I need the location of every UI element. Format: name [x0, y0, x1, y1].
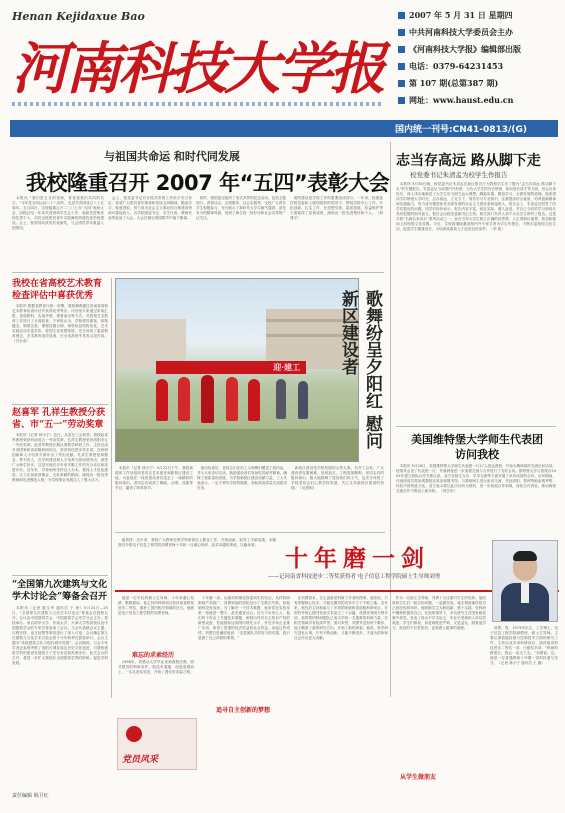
- feature-col-1: 他是一位年轻的硕士生导师，十年来潜心钻研，默默耕耘；他主持的科研项目获河南省科技进步二等奖，填补了国内相关领域的空白。他就是电子信息工程学院的刘勇老师。: [118, 596, 194, 615]
- photo-story-body-3: 新校区建设是学校发展的头等大事。自开工以来，广大建设者克服困难，加班加点，工程进展顺利。老同志们的慰问演出，极大地鼓舞了建设者们的士气，也充分体现了学校老同志们心系学校发展、关心支持新校区建设的热情。（吴建明）: [291, 466, 384, 490]
- feature-col-1b: 1996年，刘勇从大学毕业来到我校任教。面对艰苦的科研条件，他没有退缩，而是迎难而上，一头扎进实验室，开始了漫长的求索之路。: [118, 660, 194, 674]
- lead-kicker: 与祖国共命运 和时代同发展: [104, 150, 240, 163]
- feature-intro: 编者按：近年来，我校广大教师在教学科研岗位上勤奋工作，开拓创新，取得了丰硕成果。本期我们介绍电子信息工程学院刘勇老师十年如一日潜心科研、追求卓越的事迹，以飨读者。: [118, 538, 276, 547]
- section-label-3: 从学生做朋友: [400, 774, 437, 781]
- left-headline-3: “全国第九次建筑与文化学术讨论会”筹备会召开: [12, 580, 108, 602]
- feature-col-3: 在刘勇看来，自主创新是科研工作者的使命。他常说，只有掌握核心技术，才能在激烈的竞争中立于不败之地。近年来，他先后主持和参与了多项国家级和省部级科研项目，在国内外核心期刊发表学术论文三十余篇，获国家发明专利多项。他带领的科研团队已成为学校一支重要的科研力量，在相关领域享有较高声誉。面对荣誉，刘勇并没有停下脚步，他又瞄准了新的研究方向，开始了新的探索。他说，科学研究没有止境，只有不断创新，才能不断进步，才能为国家和社会作出更大贡献。: [294, 596, 388, 640]
- left-headline-2: 赵喜军 孔祥生教授分获省、市“五一”劳动奖章: [12, 408, 106, 430]
- right-body-2: 本报讯 5月26日，美国维特堡大学师生代表团一行17人抵达我校，开始为期两周的交流访问活动。校领导会见了代表团一行，并就两校进一步加强交流与合作进行了友好会谈。维特堡大学与我校自2005年建立校际合作关系以来，双方在师生互访、学术交流等方面开展了卓有成效的合作。访问期间，代表团成员将参观我校实验室和图书馆，与我校师生进行座谈交流，并赴洛阳、郑州等地参观考察，体验中国传统文化。双方表示将以此次访问为契机，进一步拓展合作领域，深化合作内容，推动两校交流合作不断迈上新台阶。（何学东）: [396, 464, 556, 493]
- masthead-title: 河南科技大学报: [12, 36, 383, 102]
- photo-caption-vertical: 歌舞纷呈夕阳红 慰问新区建设者: [338, 290, 382, 449]
- photo-story-body-1: 本报讯（记者 林小宁）5月22日下午，我校离退休工作处组织老同志艺术团来到新校区建设工地，为奋战在一线的建设者们送去了一场精彩的慰问演出。老同志们表演了舞蹈、合唱、戏曲等节目，赢得了阵阵掌声。: [115, 466, 193, 490]
- feature-col-2: 十年磨一剑。从最初的理论探索到实验验证，从样机研制到产品推广，刘勇和他的团队经历了无数次失败，但他始终没有放弃。为了解决一个技术难题，他常常在实验室里一待就是一整天，甚至通宵达旦。功夫不负有心人，他们终于攻克了关键技术难题，研制出具有自主知识产权的新型设备，性能指标达到国内领先水平，并在多家企业推广应用，取得了显著的经济效益和社会效益。谈起这些成绩，刘勇总是谦虚地说：“这是团队共同努力的结果，我只是做了自己该做的事情。”: [198, 596, 290, 640]
- issue-number: 第 107 期(总第387 期): [398, 78, 498, 89]
- right-subhead-1: 校党委书记朱清孟为校学生作报告: [410, 171, 508, 179]
- section-label-2: 追寻自主创新的梦想: [216, 707, 271, 714]
- feature-subhead: ——记河南省科技进步二等奖获得者 电子信息工程学院硕士生导师刘勇: [268, 574, 441, 580]
- masthead-english-name: Henan Kejidaxue Bao: [12, 10, 145, 23]
- website-line: 网址：www.haust.edu.cn: [398, 95, 513, 106]
- feature-col-5: 刘勇，男，1973年出生，工学博士，电子信息工程学院副教授，硕士生导师。主要从事智能检测与控制技术方面的研究工作，主持完成多项科研项目，获河南省科技进步二等奖一项，厅级奖多项。“科研的路很长，我会一直走下去。”刘勇说。这，就是一位普通教师十年磨一剑的执着与坚守。（记者 林小宁 通讯员 王 鑫）: [490, 626, 558, 665]
- issue-date: 2007 年 5 月 31 日 星期四: [398, 10, 513, 21]
- section-label-1: 难忘的求索经历: [132, 652, 175, 659]
- right-headline-1: 志当存高远 路从脚下走: [396, 153, 541, 169]
- feature-headline: 十年磨一剑: [285, 546, 430, 572]
- masthead-dots: [12, 102, 382, 106]
- editor-credit: 责任编辑 韩卫红: [12, 793, 49, 799]
- lead-photo: [115, 278, 359, 462]
- column-label: 党员风采: [122, 755, 159, 765]
- left-body-3: 本报讯（记者 陈玉华 通讯员 于 珍）5月24日—25日，“全国第九次建筑与文化学术讨论会”筹备会在我校召开。会议由中国建筑学会、中国建筑学会史学分会主办，我校承办。来自清华大学、东南大学、天津大学等高校以及中国建筑学会的专家学者参加了会议。与会代表就会议主题、议程安排、论文征集等事项进行了深入讨论。会议确定第九次建筑与文化学术讨论会将于今年秋季在我校举行，会议主题为“传统建筑文化与现代城市发展”。会议期间，与会专家学者还参观考察了洛阳古城及周边历史文化遗迹，对我校建筑学科的建设发展给予了充分肯定和高度评价。此次会议的召开，将进一步扩大我校在全国建筑学界的影响，促进学科发展。: [12, 606, 108, 665]
- publication-number: 国内统一刊号:CN41-0813/(G): [395, 125, 527, 135]
- left-body-1: 本报讯 根据省教育厅统一部署，我校顺利通过河南省高校艺术教育检查评估并获得优秀等次。评估组专家通过听取汇报、查阅资料、实地考察、观看演出等方式，对我校艺术教育工作进行了全面检查。专家组认为，学校领导重视，机构健全，制度完善，课程设置合理，师资队伍结构优化，艺术实践活动丰富多彩，校园文化氛围浓厚，充分体现了素质教育理念，艺术教育成效显著，在全省高校中具有示范作用。（吕永成）: [12, 304, 108, 343]
- lead-body-2: 会上，校党委书记对全校共青团工作给予充分肯定，希望广大团员青年继承和发扬五四精神，勤奋学习，锐意进取，努力成为社会主义事业的合格建设者和可靠接班人。各学院团委书记、学生代表、教师代表等参加了大会。大会在雄壮的国歌声中落下帷幕。: [108, 196, 192, 220]
- lead-body-3: 同时，校团委还组织了形式多样的纪念活动，包括主题团日、青春诗会、志愿服务、社会实践等，全校广大青年学生积极参与，充分展示了新时代大学生朝气蓬勃、奋发有为的精神风貌，受到了师生的一致好评和社会各界的广泛关注。: [196, 196, 286, 220]
- publisher-line: 《河南科技大学报》编辑部出版: [398, 44, 521, 55]
- sponsor-line: 中共河南科技大学委员会主办: [398, 27, 513, 38]
- phone-line: 电话：0379-64231453: [398, 61, 503, 72]
- feature-portrait: [492, 540, 558, 622]
- lead-body-1: 本报讯 “我们是五月的花海，青春是我们共同的名字。”今年是五四运动八十八周年，也是共青团成立八十五周年。五月四日，学校隆重召开二〇〇七年“五四”表彰大会，回顾总结一年来共青团和学生会工作，表彰先进集体和先进个人，动员全校团员青年以饱满的热情投身学校建设。会上，校领导向获奖代表颁奖，与会团员青年重温入团誓词。: [12, 196, 104, 230]
- right-headline-2: 美国维特堡大学师生代表团访问我校: [411, 433, 543, 461]
- left-headline-1: 我校在省高校艺术教育检查评估中喜获优秀: [12, 279, 103, 301]
- lead-headline: 我校隆重召开 2007 年“五四”表彰大会: [26, 171, 390, 195]
- left-body-2: 本报讯（记者 林小宁）近日，从省总工会获悉，我校赵喜军教授荣获河南省五一劳动奖章，孔祥生教授荣获洛阳市五一劳动奖章。赵喜军教授长期从事教学科研工作，主持完成多项国家和省部级科研项目，获省科技进步奖多项，在科研创新和人才培养方面作出了突出贡献。孔祥生教授爱岗敬业，教书育人，在学科建设和人才培养方面成绩突出，深受广大师生好评。这是对他们多年来辛勤工作的充分肯定和高度评价。近年来，学校始终坚持以人为本，重视人才队伍建设，大力弘扬爱岗敬业、无私奉献的精神，涌现出一批优秀教师和先进模范人物，为学校事业发展注入了强大动力。: [12, 433, 108, 482]
- feature-col-4: 作为一名硕士生导师，刘勇十分注重对学生的培养。他经常和学生们一起讨论问题，一起做实验，毫无保留地传授自己的经验和知识。他鼓励学生大胆创新，勇于实践，在科研中锻炼和提高自己。在他的指导下，多名研究生在国家级竞赛中获奖，发表了高水平学术论文，毕业后受到用人单位的欢迎。学生们都说，刘老师既是严师，又是益友，跟着他学习，收获的不仅是知识，更是做人做事的道理。: [392, 596, 486, 630]
- party-emblem-icon: [126, 726, 142, 742]
- lead-body-4: 团的建设是学校工作的重要组成部分。一年来，校团委在校党委和上级团组织的领导下，围绕学校中心工作，开拓创新，扎实工作，在思想引领、素质拓展、权益维护等方面取得了显著成绩，涌现出一批先进集体和个人。（何建平）: [290, 196, 383, 220]
- photo-story-body-2: 演出结束后，老同志们还向工人师傅们赠送了慰问品，并与大家亲切交谈，勉励建设者们发扬吃苦耐劳精神，确保工程质量和进度，为学校新校区建设贡献力量。工人代表表示，一定不辜负学校的期望，高标准高质量完成建设任务。: [197, 466, 287, 490]
- right-body-1: 本报讯 5月30日晚，校党委书记朱清孟在新区报告厅为我校学生作了题为“志当存高远 路从脚下走”的专题报告。朱清孟从当前国内外形势、当代大学生的历史使命、如何成长成才等方面，结合自身经历，深入浅出地阐述了大学生应当树立远大理想、脚踏实地、勤奋学习、全面发展的道理。他希望同学们珍惜大学时光，志存高远，立足当下，刻苦学习专业知识，注重提高综合素质，培养创新精神和实践能力，努力成为德智体美全面发展的社会主义建设者和接班人。报告会上，朱清孟还回答了同学们提出的问题。同学们纷纷表示，报告内容丰富，贴近实际，催人奋进，对自己今后的学习和成长具有很强的指导意义。报告会由校党委副书记主持，相关部门负责人和千余名学生聆听了报告。这是学校“名师名家讲坛”系列活动之一，旨在引导大学生树立正确的世界观、人生观和价值观，营造积极向上的校园文化氛围。今后，学校将继续邀请校内外专家学者为学生作报告，不断丰富校园文化生活，促进学生健康成长，为培养高素质人才创造良好条件。（李 凯）: [396, 182, 556, 231]
- photo-banner: 迎·建工: [156, 361, 306, 374]
